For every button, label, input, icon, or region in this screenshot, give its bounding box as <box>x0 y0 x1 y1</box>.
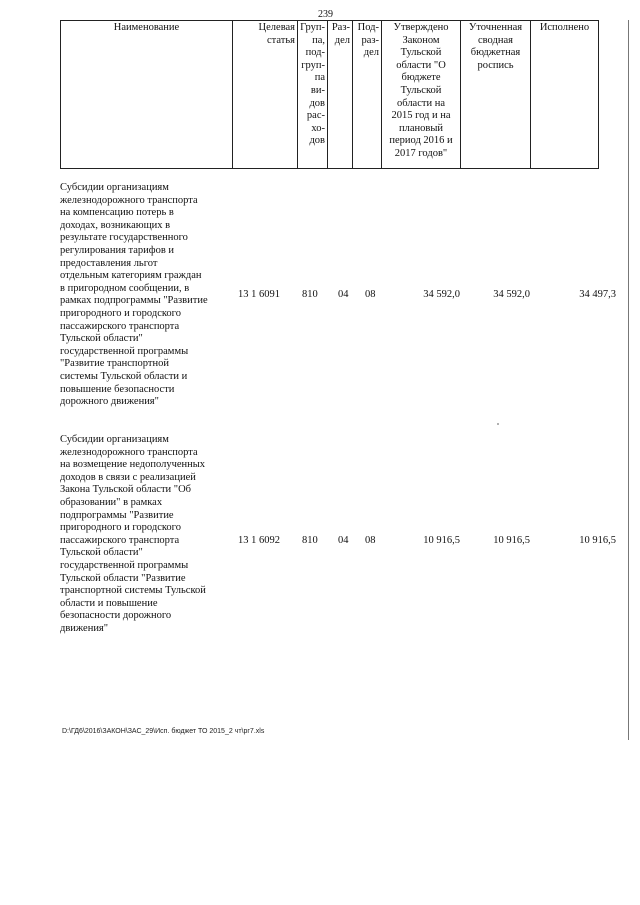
header-refined: Уточненная сводная бюджетная роспись <box>461 21 531 169</box>
row-name: Субсидии организациям железнодорожного транспорта на компенсацию потерь в доходах, возникающих в результате государственного регулирования тарифов и предоставления льгот отдельным категориям граждан в пригородном сообщении, в рамках подпрограммы "Развитие пригородного и городского пассажирского транспорта Тульской области" государственной программы "Развитие транспортной системы Тульской области и повышение безопасности дорожного движения" <box>60 182 208 408</box>
header-approved: Утверждено Законом Тульской области "О бюджете Тульской области на 2015 год и на плановый период 2016 и 2017 годов" <box>382 21 461 169</box>
row-expense-group: 810 <box>302 535 318 546</box>
scan-edge-line <box>628 20 629 740</box>
row-subsection: 08 <box>365 289 376 300</box>
file-path-footer: D:\ГД6\2016\ЗАКОН\ЗАС_29\Исп. бюджет ТО 2015_2 чт\рг7.xls <box>62 728 265 735</box>
row-executed: 10 916,5 <box>579 535 616 546</box>
row-refined: 10 916,5 <box>493 535 530 546</box>
header-expense-group: Груп- па, под- груп- па ви- дов рас- хо- дов <box>298 21 328 169</box>
row-approved: 34 592,0 <box>423 289 460 300</box>
row-section: 04 <box>338 289 349 300</box>
row-name: Субсидии организациям железнодорожного транспорта на возмещение недополученных доходов в связи с реализацией Закона Тульской области "Об образовании" в рамках подпрограммы "Развитие пригородного и городского пассажирского транспорта Тульской области" государственной программы Тульской области "Развитие транспортной системы Тульской области и повышение безопасности дорожного движения" <box>60 434 206 634</box>
page-number: 239 <box>318 9 333 20</box>
header-executed: Исполнено <box>531 21 599 169</box>
row-target-article: 13 1 6091 <box>238 289 280 300</box>
row-refined: 34 592,0 <box>493 289 530 300</box>
header-name: Наименование <box>61 21 233 169</box>
row-subsection: 08 <box>365 535 376 546</box>
header-subsection: Под- раз- дел <box>353 21 382 169</box>
row-section: 04 <box>338 535 349 546</box>
header-section: Раз- дел <box>328 21 353 169</box>
scan-speck <box>497 423 499 425</box>
row-expense-group: 810 <box>302 289 318 300</box>
header-target-article: Целевая статья <box>233 21 298 169</box>
budget-table-header <box>60 20 599 169</box>
row-target-article: 13 1 6092 <box>238 535 280 546</box>
row-executed: 34 497,3 <box>579 289 616 300</box>
row-approved: 10 916,5 <box>423 535 460 546</box>
